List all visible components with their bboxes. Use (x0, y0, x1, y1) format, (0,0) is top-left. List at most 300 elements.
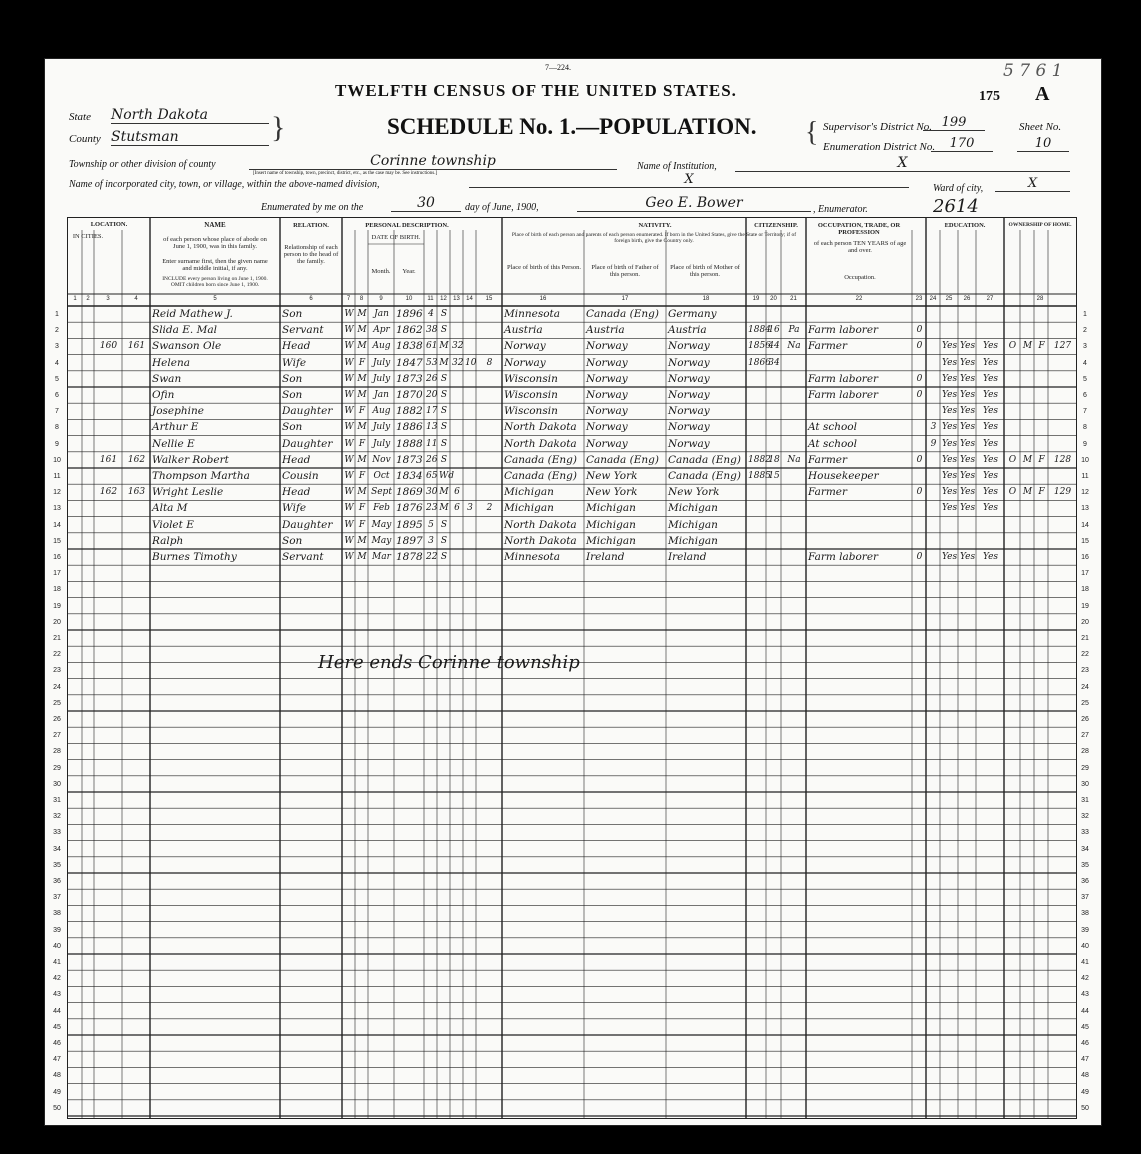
cell-name: Reid Mathew J. (152, 308, 233, 320)
cell-read: Yes (942, 552, 958, 562)
cell-month: May (371, 519, 392, 530)
row-number: 7 (1083, 408, 1087, 416)
cell-age: 23 (426, 503, 438, 514)
cell-color: W (344, 341, 354, 352)
cell-read: Yes (942, 438, 958, 449)
cell-name: Swan (152, 372, 182, 385)
cell-read: Yes (942, 406, 958, 417)
row-number: 8 (55, 424, 59, 432)
row-number: 28 (53, 748, 61, 756)
cell-age: 38 (426, 325, 438, 336)
cell-read: Yes (942, 422, 958, 433)
group-location: LOCATION. (90, 221, 128, 228)
column-number: 26 (963, 296, 971, 302)
cell-mother-birth: Ireland (668, 551, 707, 563)
row-number: 24 (53, 683, 61, 691)
cell-age: 4 (428, 309, 434, 319)
cell-year: 1886 (396, 421, 423, 434)
column-number: 15 (485, 296, 493, 302)
cell-mother-birth: Norway (668, 421, 710, 434)
cell-unemployed: 0 (916, 552, 923, 562)
cell-color: W (344, 438, 354, 449)
sheet-value: 10 (1017, 136, 1069, 152)
cell-family: 161 (127, 341, 146, 352)
cell-month: Sept (371, 487, 392, 498)
column-number: 2 (86, 296, 90, 302)
row-number: 6 (1083, 392, 1087, 399)
column-number: 25 (945, 296, 953, 302)
cell-month: Mar (372, 552, 391, 562)
row-number: 11 (1081, 473, 1089, 480)
group-birth: DATE OF BIRTH. (371, 234, 421, 241)
row-number: 35 (1081, 861, 1089, 869)
cell-month: Jan (374, 390, 389, 400)
row-number: 19 (1081, 602, 1089, 610)
row-number: 34 (1081, 845, 1089, 853)
census-sheet (44, 58, 1102, 1126)
cell-dwelling: 162 (99, 487, 118, 498)
cell-read: Yes (942, 503, 958, 514)
cell-year: 1888 (396, 437, 423, 450)
cell-sex: F (358, 438, 366, 449)
cell-sex: M (357, 487, 367, 498)
cell-relation: Servant (282, 324, 324, 337)
cell-sex: M (357, 325, 367, 336)
cell-immigration: 1856 (748, 341, 771, 352)
cell-mortgage: M (1022, 341, 1033, 352)
cell-mother-birth: Norway (668, 389, 710, 401)
group-name: NAME (204, 221, 226, 229)
cell-mother-birth: Canada (Eng) (668, 453, 741, 466)
cell-marital: Wd (439, 471, 455, 481)
cell-name: Nellie E (152, 437, 195, 450)
cell-write: Yes (960, 390, 976, 400)
header-birth-person: Place of birth of this Person. (506, 264, 582, 271)
name-note2: INCLUDE every person living on June 1, 1900. OMIT children born since June 1, 1900. (162, 276, 268, 288)
row-number: 42 (53, 975, 61, 983)
row-number: 21 (1081, 635, 1089, 642)
cell-years-us: 15 (768, 471, 780, 481)
sheet-label: Sheet No. (1019, 121, 1062, 133)
cell-marital: S (440, 406, 448, 417)
page-letter: A (1035, 83, 1050, 105)
cell-month: Oct (373, 471, 390, 481)
cell-occupation: Farm laborer (808, 551, 879, 563)
cell-farm: F (1038, 487, 1045, 498)
cell-write: Yes (960, 487, 976, 498)
form-code: 7—224. (545, 63, 571, 72)
row-number: 30 (53, 780, 61, 788)
row-number: 43 (53, 991, 61, 999)
cell-english: Yes (982, 503, 999, 514)
cell-years-married: 6 (454, 503, 460, 514)
column-number: 6 (309, 296, 313, 302)
cell-month: Apr (373, 325, 390, 336)
cell-age: 13 (426, 422, 438, 433)
group-citizenship: CITIZENSHIP. (754, 222, 798, 229)
cell-year: 1882 (396, 405, 423, 418)
cell-relation: Head (282, 486, 311, 499)
cell-month: Jan (374, 309, 389, 319)
row-number: 40 (53, 942, 61, 950)
enumerated-prefix: Enumerated by me on the (261, 202, 364, 213)
cell-sex: M (357, 390, 367, 400)
brace-left: } (271, 111, 286, 144)
row-number: 25 (1081, 699, 1089, 707)
cell-color: W (344, 487, 354, 498)
county-value: Stutsman (111, 129, 269, 146)
group-education: EDUCATION. (944, 222, 986, 229)
cell-name: Ralph (152, 534, 184, 547)
cell-birth: Wisconsin (504, 405, 558, 418)
cell-write: Yes (960, 357, 976, 368)
row-number: 20 (53, 618, 61, 626)
row-number: 23 (53, 667, 61, 675)
cell-naturalization: Pa (788, 325, 800, 336)
cell-occupation: Farmer (808, 453, 848, 466)
cell-marital: S (440, 552, 448, 562)
cell-year: 1847 (396, 356, 423, 369)
cell-year: 1873 (396, 372, 423, 385)
cell-relation: Head (282, 453, 311, 466)
cell-marital: S (440, 454, 448, 465)
cell-naturalization: Na (787, 341, 801, 352)
cell-name: Josephine (152, 405, 204, 418)
row-number: 38 (1081, 910, 1089, 918)
cell-schedule: 128 (1053, 454, 1072, 465)
cell-read: Yes (942, 373, 958, 384)
stamp-number: 2614 (933, 196, 979, 217)
cell-english: Yes (982, 471, 999, 481)
cell-living: 2 (486, 503, 493, 514)
cell-years-us: 44 (768, 341, 780, 352)
row-number: 32 (1081, 813, 1089, 821)
row-number: 45 (53, 1023, 61, 1031)
supervisor-label: Supervisor's District No. (823, 121, 932, 133)
row-number: 29 (53, 764, 61, 772)
cell-relation: Son (282, 372, 303, 385)
cell-relation: Son (282, 308, 303, 320)
cell-relation: Head (282, 340, 311, 353)
row-number: 35 (53, 861, 61, 869)
column-number: 27 (986, 296, 994, 302)
cell-age: 22 (426, 552, 438, 562)
cell-father-birth: Canada (Eng) (586, 453, 659, 466)
cell-mother-birth: Norway (668, 340, 710, 353)
row-number: 16 (53, 554, 61, 561)
cell-father-birth: Norway (586, 405, 628, 418)
cell-month: July (372, 373, 391, 384)
cell-year: 1834 (396, 470, 423, 482)
cell-name: Wright Leslie (152, 486, 224, 499)
cell-english: Yes (982, 406, 999, 417)
cell-year: 1876 (396, 502, 423, 515)
corner-annotation: 5 7 6 1 (1003, 61, 1063, 81)
header-year: Year. (402, 268, 416, 275)
cell-sex: M (357, 552, 367, 562)
column-number: 9 (379, 296, 383, 302)
row-number: 39 (1081, 926, 1089, 934)
cell-name: Violet E (152, 518, 194, 531)
cell-name: Ofin (152, 389, 175, 401)
cell-occupation: Housekeeper (808, 470, 879, 482)
cell-naturalization: Na (787, 454, 801, 465)
cell-marital: M (439, 357, 449, 368)
cell-dwelling: 160 (99, 341, 118, 352)
cell-occupation: Farm laborer (808, 389, 879, 401)
cell-occupation: Farmer (808, 486, 848, 499)
cell-relation: Son (282, 534, 303, 547)
row-number: 4 (1083, 359, 1087, 367)
row-number: 31 (1081, 797, 1089, 804)
row-number: 17 (53, 570, 61, 578)
cell-read: Yes (942, 471, 958, 481)
cell-relation: Daughter (282, 518, 333, 531)
row-number: 15 (1081, 537, 1089, 545)
relation-desc: Relationship of each person to the head of the family. (283, 244, 339, 265)
cell-sex: M (357, 535, 367, 546)
ward-value: X (995, 176, 1070, 192)
city-label: Name of incorporated city, town, or village, within the above-named division, (69, 179, 380, 190)
cell-mortgage: M (1022, 487, 1033, 498)
cell-family: 163 (127, 487, 146, 498)
cell-read: Yes (942, 454, 958, 465)
cell-sex: M (357, 454, 367, 465)
cell-marital: M (439, 487, 449, 498)
cell-color: W (344, 471, 354, 481)
township-value: Corinne township (249, 153, 617, 170)
row-number: 22 (1081, 651, 1089, 659)
group-nativity: NATIVITY. (638, 222, 672, 229)
cell-english: Yes (982, 487, 999, 498)
cell-years-married: 32 (452, 357, 464, 368)
cell-english: Yes (982, 422, 999, 433)
cell-years-us: 16 (768, 325, 780, 336)
cell-sex: M (357, 422, 367, 433)
cell-write: Yes (960, 503, 976, 514)
cell-years-married: 6 (454, 487, 460, 498)
cell-years-married: 32 (452, 341, 464, 352)
cell-write: Yes (960, 422, 976, 433)
cell-father-birth: Canada (Eng) (586, 308, 659, 320)
cell-marital: S (440, 519, 448, 530)
row-number: 2 (1083, 327, 1087, 335)
occupation-desc: of each person TEN YEARS of age and over. (813, 240, 907, 254)
cell-name: Helena (152, 356, 190, 369)
cell-month: July (372, 438, 391, 449)
cell-dwelling: 161 (99, 454, 118, 465)
cell-father-birth: Ireland (586, 551, 625, 563)
cell-unemployed: 0 (916, 390, 923, 400)
row-number: 13 (53, 505, 61, 513)
cell-name: Swanson Ole (152, 340, 222, 353)
cell-english: Yes (982, 552, 999, 562)
header-occupation: Occupation. (844, 274, 876, 281)
state-label: State (69, 111, 91, 123)
cell-year: 1878 (396, 551, 423, 563)
cell-english: Yes (982, 373, 999, 384)
cell-name: Slida E. Mal (152, 324, 217, 337)
row-number: 1 (55, 311, 59, 318)
cell-write: Yes (960, 406, 976, 417)
cell-schedule: 129 (1053, 487, 1072, 498)
cell-school: 9 (930, 438, 937, 449)
cell-sex: F (358, 406, 366, 417)
column-number: 14 (466, 296, 473, 302)
row-number: 3 (55, 343, 59, 351)
cell-birth: Wisconsin (504, 389, 558, 401)
cell-month: July (372, 357, 391, 368)
row-number: 19 (53, 602, 61, 610)
cell-name: Alta M (152, 502, 188, 515)
enumerated-middle: day of June, 1900, (465, 202, 539, 213)
cell-birth: Norway (504, 340, 546, 353)
row-number: 48 (1081, 1072, 1089, 1080)
cell-year: 1838 (396, 340, 423, 353)
cell-age: 53 (426, 357, 438, 368)
cell-immigration: 1884 (748, 325, 771, 336)
cell-age: 20 (426, 390, 438, 400)
cell-mother-birth: New York (668, 486, 720, 499)
column-number: 3 (106, 296, 110, 302)
column-number: 12 (440, 296, 447, 302)
cell-read: Yes (942, 341, 958, 352)
cell-relation: Son (282, 421, 303, 434)
column-number: 11 (427, 296, 434, 302)
cell-mother-of: 3 (467, 503, 473, 514)
row-number: 2 (55, 327, 59, 335)
cell-birth: Norway (504, 356, 546, 369)
cell-marital: S (440, 422, 448, 433)
cell-age: 65 (426, 471, 438, 481)
row-number: 41 (53, 959, 61, 966)
cell-age: 26 (426, 373, 438, 384)
row-number: 10 (53, 456, 61, 464)
cell-write: Yes (960, 471, 976, 481)
cell-year: 1896 (396, 308, 423, 320)
row-number: 20 (1081, 618, 1089, 626)
cell-sex: M (357, 309, 367, 319)
city-value: X (469, 172, 909, 188)
column-number: 7 (346, 296, 351, 302)
cell-birth: Minnesota (504, 308, 561, 320)
cell-birth: Wisconsin (504, 372, 558, 385)
row-number: 10 (1081, 456, 1089, 464)
cell-color: W (344, 519, 354, 530)
row-number: 41 (1081, 959, 1089, 966)
row-number: 24 (1081, 683, 1089, 691)
cell-birth: Michigan (504, 486, 554, 499)
cell-mother-birth: Norway (668, 437, 710, 450)
cell-year: 1870 (396, 389, 423, 401)
enumeration-label: Enumeration District No. (823, 141, 936, 153)
township-label: Township or other division of county (69, 159, 216, 170)
cell-month: Nov (372, 454, 391, 465)
cell-name: Walker Robert (152, 453, 229, 466)
cell-relation: Wife (282, 502, 307, 515)
cell-write: Yes (960, 454, 976, 465)
township-note: [Insert name of township, town, precinct, district, etc., as the case may be. See instructions.] (253, 171, 438, 176)
row-number: 49 (53, 1088, 61, 1096)
cell-marital: S (440, 373, 448, 384)
closing-note: Here ends Corinne township (318, 652, 580, 673)
cell-owned: O (1008, 454, 1017, 465)
cell-living: 8 (486, 357, 493, 368)
cell-age: 3 (428, 535, 434, 546)
cell-mother-birth: Germany (668, 308, 717, 320)
cell-relation: Cousin (282, 470, 319, 482)
cell-write: Yes (960, 341, 976, 352)
cell-marital: S (440, 309, 448, 319)
cell-unemployed: 0 (916, 325, 923, 336)
cell-father-birth: Michigan (586, 502, 636, 515)
row-number: 21 (53, 635, 61, 642)
column-number: 23 (915, 296, 923, 302)
row-number: 44 (1081, 1007, 1089, 1015)
cell-immigration: 1882 (748, 454, 771, 465)
cell-family: 162 (127, 454, 146, 465)
cell-year: 1897 (396, 534, 423, 547)
institution-value: X (735, 155, 1070, 172)
cell-birth: Canada (Eng) (504, 470, 577, 482)
cell-age: 11 (426, 438, 438, 449)
name-note: Enter surname first, then the given name and middle initial, if any. (162, 258, 268, 272)
group-relation: RELATION. (293, 222, 329, 229)
cell-mother-birth: Michigan (668, 534, 718, 547)
row-number: 38 (53, 910, 61, 918)
cell-mother-of: 10 (465, 357, 477, 368)
cell-mother-birth: Norway (668, 405, 710, 418)
enumerator-name: Geo E. Bower (577, 195, 811, 212)
cell-year: 1895 (396, 518, 423, 531)
row-number: 33 (1081, 829, 1089, 837)
header-month: Month. (371, 268, 391, 275)
cell-read: Yes (942, 487, 958, 498)
row-number: 26 (53, 716, 61, 723)
row-number: 47 (53, 1056, 61, 1064)
cell-english: Yes (982, 438, 999, 449)
cell-father-birth: Norway (586, 389, 628, 401)
cell-unemployed: 0 (916, 487, 923, 498)
column-number: 28 (1036, 296, 1044, 302)
row-number: 9 (55, 440, 59, 448)
cell-month: Aug (372, 406, 391, 417)
row-number: 37 (53, 894, 61, 902)
row-number: 26 (1081, 716, 1089, 723)
row-number: 34 (53, 845, 61, 853)
cell-english: Yes (982, 357, 999, 368)
cell-color: W (344, 535, 354, 546)
population-table (53, 217, 1089, 1119)
enumeration-value: 170 (931, 136, 993, 152)
ward-label: Ward of city, (933, 183, 984, 194)
census-title: TWELFTH CENSUS OF THE UNITED STATES. (335, 81, 737, 100)
cell-sex: M (357, 373, 367, 384)
row-number: 30 (1081, 780, 1089, 788)
cell-unemployed: 0 (916, 373, 923, 384)
cell-father-birth: New York (586, 470, 638, 482)
cell-birth: Canada (Eng) (504, 453, 577, 466)
cell-occupation: At school (808, 437, 857, 450)
cell-color: W (344, 422, 354, 433)
row-number: 42 (1081, 975, 1089, 983)
cell-month: May (371, 535, 392, 546)
cell-month: July (372, 422, 391, 433)
cell-name: Thompson Martha (152, 470, 250, 482)
row-number: 22 (53, 651, 61, 659)
row-number: 47 (1081, 1056, 1089, 1064)
nativity-desc: Place of birth of each person and parents of each person enumerated. If born in the United States, give the State or Territory; if of foreign birth, give the Country only. (511, 232, 797, 244)
